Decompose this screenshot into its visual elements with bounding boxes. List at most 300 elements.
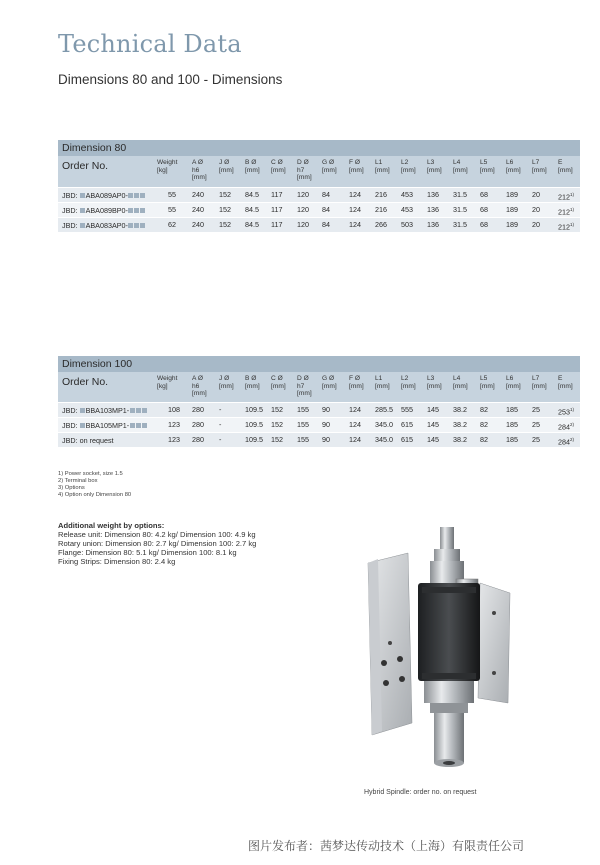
cell-value: 284 bbox=[558, 437, 570, 447]
column-header-line: h7 bbox=[297, 166, 305, 174]
cell-value: 109.5 bbox=[245, 435, 263, 444]
cell-weight bbox=[168, 406, 180, 414]
footnote: 3) Options bbox=[58, 485, 85, 491]
cell-c bbox=[271, 206, 282, 214]
column-header-line: L1 bbox=[375, 375, 383, 382]
additional-weight-heading: Additional weight by options: bbox=[58, 521, 165, 530]
additional-weight-section bbox=[58, 521, 256, 566]
column-header-line: F Ø bbox=[349, 375, 360, 382]
cell-value: - bbox=[219, 420, 222, 429]
cell-value: 155 bbox=[297, 435, 309, 444]
order-code: on request bbox=[79, 436, 114, 445]
cell-l7 bbox=[532, 421, 540, 429]
cell-b bbox=[245, 436, 263, 444]
column-header-line: L5 bbox=[480, 375, 488, 382]
cell-j bbox=[219, 221, 231, 229]
column-header-line: [mm] bbox=[480, 382, 495, 390]
column-header-a bbox=[192, 159, 207, 182]
table-heading: Dimension 100 bbox=[58, 356, 580, 372]
cell-d bbox=[297, 191, 309, 199]
cell-value: 82 bbox=[480, 435, 488, 444]
cell-c bbox=[271, 191, 282, 199]
column-header-line: [mm] bbox=[480, 166, 495, 174]
cell-value: 84 bbox=[322, 190, 330, 199]
cell-value: 280 bbox=[192, 420, 204, 429]
cell-value: 185 bbox=[506, 405, 518, 414]
order-number bbox=[62, 421, 147, 430]
cell-g bbox=[322, 221, 330, 229]
cell-value: 503 bbox=[401, 220, 413, 229]
column-header-line: A Ø bbox=[192, 159, 203, 166]
column-header-l4 bbox=[453, 159, 468, 174]
column-header-line: [mm] bbox=[349, 166, 364, 174]
order-code: BBA105MP1- bbox=[85, 421, 130, 430]
cell-value: 68 bbox=[480, 190, 488, 199]
cell-d bbox=[297, 221, 309, 229]
additional-weight-line: Release unit: Dimension 80: 4.2 kg/ Dimension 100: 4.9 kg bbox=[58, 530, 256, 539]
column-header-line: [mm] bbox=[219, 166, 234, 174]
cell-value: 240 bbox=[192, 205, 204, 214]
cell-value: 62 bbox=[168, 220, 176, 229]
column-header-e bbox=[558, 159, 573, 174]
table-heading: Dimension 80 bbox=[58, 140, 580, 156]
column-header-c bbox=[271, 159, 286, 174]
column-header-e bbox=[558, 375, 573, 390]
cell-value: 615 bbox=[401, 420, 413, 429]
table-header bbox=[58, 372, 580, 402]
photo-caption: Hybrid Spindle: order no. on request bbox=[364, 789, 477, 796]
cell-l5 bbox=[480, 436, 488, 444]
column-header-line: [mm] bbox=[427, 166, 442, 174]
column-header-weight bbox=[157, 375, 177, 390]
cell-g bbox=[322, 436, 330, 444]
cell-l1 bbox=[375, 421, 393, 429]
cell-a bbox=[192, 436, 204, 444]
column-header-line: C Ø bbox=[271, 375, 283, 382]
column-header-g bbox=[322, 159, 337, 174]
cell-value: 280 bbox=[192, 405, 204, 414]
column-header-line: C Ø bbox=[271, 159, 283, 166]
placeholder-square bbox=[80, 408, 85, 413]
column-header-l6 bbox=[506, 159, 521, 174]
cell-weight bbox=[168, 191, 176, 199]
cell-value: 124 bbox=[349, 220, 361, 229]
cell-value: 266 bbox=[375, 220, 387, 229]
column-header-line: h7 bbox=[297, 382, 305, 390]
cell-value: 117 bbox=[271, 220, 283, 229]
order-number bbox=[62, 436, 114, 445]
cell-value: 240 bbox=[192, 190, 204, 199]
cell-b bbox=[245, 206, 259, 214]
cell-f bbox=[349, 406, 361, 414]
cell-l2 bbox=[401, 221, 413, 229]
order-number-label: Order No. bbox=[62, 376, 109, 388]
hybrid-spindle-photo bbox=[360, 523, 530, 785]
cell-weight bbox=[168, 421, 180, 429]
column-header-line: E bbox=[558, 159, 563, 166]
column-header-line: [mm] bbox=[297, 390, 312, 398]
column-header-b bbox=[245, 159, 260, 174]
cell-value: 55 bbox=[168, 205, 176, 214]
cell-value: 212 bbox=[558, 192, 570, 202]
column-header-line: L6 bbox=[506, 159, 514, 166]
column-header-l1 bbox=[375, 159, 390, 174]
cell-l6 bbox=[506, 421, 518, 429]
cell-l4 bbox=[453, 421, 467, 429]
cell-l2 bbox=[401, 421, 413, 429]
cell-l7 bbox=[532, 436, 540, 444]
table-row bbox=[58, 202, 580, 217]
cell-l5 bbox=[480, 191, 488, 199]
cell-value: 31.5 bbox=[453, 190, 467, 199]
cell-value: 120 bbox=[297, 220, 309, 229]
cell-value: 285.5 bbox=[375, 405, 393, 414]
order-code: ABA089BP0- bbox=[85, 206, 128, 215]
column-header-line: L2 bbox=[401, 375, 409, 382]
cell-l5 bbox=[480, 421, 488, 429]
cell-f bbox=[349, 191, 361, 199]
cell-value: - bbox=[219, 405, 222, 414]
cell-value: 453 bbox=[401, 190, 413, 199]
cell-l6 bbox=[506, 206, 518, 214]
column-header-l3 bbox=[427, 159, 442, 174]
cell-j bbox=[219, 206, 231, 214]
cell-g bbox=[322, 406, 330, 414]
cell-value: 124 bbox=[349, 420, 361, 429]
table-row bbox=[58, 402, 580, 417]
cell-value: 117 bbox=[271, 205, 283, 214]
placeholder-square bbox=[140, 208, 145, 213]
dimension-80-table bbox=[58, 140, 580, 232]
cell-l2 bbox=[401, 206, 413, 214]
cell-value: 124 bbox=[349, 205, 361, 214]
placeholder-square bbox=[140, 223, 145, 228]
cell-l5 bbox=[480, 406, 488, 414]
cell-l3 bbox=[427, 191, 439, 199]
placeholder-square bbox=[80, 223, 85, 228]
order-prefix: JBD: bbox=[62, 421, 78, 430]
cell-value: 25 bbox=[532, 435, 540, 444]
cell-c bbox=[271, 221, 282, 229]
cell-value: 68 bbox=[480, 205, 488, 214]
placeholder-square bbox=[128, 223, 133, 228]
order-number bbox=[62, 406, 147, 415]
cell-l1 bbox=[375, 406, 393, 414]
column-header-d bbox=[297, 159, 312, 182]
additional-weight-line: Rotary union: Dimension 80: 2.7 kg/ Dimension 100: 2.7 kg bbox=[58, 539, 257, 548]
cell-value: 90 bbox=[322, 435, 330, 444]
order-prefix: JBD: bbox=[62, 221, 78, 230]
order-code: BBA103MP1- bbox=[85, 406, 130, 415]
column-header-line: [mm] bbox=[532, 166, 547, 174]
column-header-line: L4 bbox=[453, 159, 461, 166]
cell-value: 120 bbox=[297, 190, 309, 199]
placeholder-square bbox=[80, 193, 85, 198]
cell-value: 284 bbox=[558, 422, 570, 432]
column-header-line: L1 bbox=[375, 159, 383, 166]
placeholder-square bbox=[80, 423, 85, 428]
footnote-ref: 1) bbox=[570, 192, 575, 197]
column-header-line: [mm] bbox=[558, 382, 573, 390]
cell-j bbox=[219, 191, 231, 199]
column-header-a bbox=[192, 375, 207, 398]
column-header-line: [mm] bbox=[506, 166, 521, 174]
column-header-line: L7 bbox=[532, 375, 540, 382]
cell-g bbox=[322, 191, 330, 199]
cell-value: 152 bbox=[219, 190, 231, 199]
order-prefix: JBD: bbox=[62, 206, 78, 215]
cell-value: 152 bbox=[219, 220, 231, 229]
table-row bbox=[58, 187, 580, 202]
cell-e bbox=[558, 221, 574, 231]
column-header-f bbox=[349, 159, 364, 174]
footnotes bbox=[58, 471, 131, 499]
cell-g bbox=[322, 206, 330, 214]
cell-j bbox=[219, 421, 221, 429]
cell-f bbox=[349, 436, 361, 444]
cell-value: 240 bbox=[192, 220, 204, 229]
column-header-line: [mm] bbox=[192, 174, 207, 182]
cell-value: 345.0 bbox=[375, 420, 393, 429]
cell-l6 bbox=[506, 436, 518, 444]
dimension-100-table bbox=[58, 356, 580, 447]
column-header-line: [kg] bbox=[157, 382, 168, 390]
cell-l6 bbox=[506, 406, 518, 414]
footnote-ref: 2) bbox=[570, 437, 575, 442]
cell-value: 155 bbox=[297, 405, 309, 414]
cell-l5 bbox=[480, 221, 488, 229]
cell-value: 84.5 bbox=[245, 220, 259, 229]
cell-value: 25 bbox=[532, 420, 540, 429]
cell-g bbox=[322, 421, 330, 429]
cell-value: 20 bbox=[532, 190, 540, 199]
cell-e bbox=[558, 406, 574, 416]
cell-e bbox=[558, 421, 574, 431]
column-header-j bbox=[219, 375, 234, 390]
column-header-line: [mm] bbox=[453, 382, 468, 390]
column-header-line: [mm] bbox=[375, 166, 390, 174]
cell-d bbox=[297, 421, 309, 429]
column-header-c bbox=[271, 375, 286, 390]
column-header-line: L5 bbox=[480, 159, 488, 166]
table-header bbox=[58, 156, 580, 187]
cell-l1 bbox=[375, 436, 393, 444]
cell-l3 bbox=[427, 206, 439, 214]
cell-d bbox=[297, 436, 309, 444]
cell-l4 bbox=[453, 436, 467, 444]
column-header-line: L6 bbox=[506, 375, 514, 382]
cell-weight bbox=[168, 436, 180, 444]
additional-weight-line: Fixing Strips: Dimension 80: 2.4 kg bbox=[58, 557, 176, 566]
column-header-line: A Ø bbox=[192, 375, 203, 382]
column-header-line: [mm] bbox=[427, 382, 442, 390]
column-header-l4 bbox=[453, 375, 468, 390]
cell-l5 bbox=[480, 206, 488, 214]
cell-value: 615 bbox=[401, 435, 413, 444]
cell-l1 bbox=[375, 221, 387, 229]
cell-value: 68 bbox=[480, 220, 488, 229]
order-number bbox=[62, 221, 146, 230]
cell-value: 25 bbox=[532, 405, 540, 414]
cell-value: - bbox=[219, 435, 222, 444]
cell-f bbox=[349, 421, 361, 429]
cell-value: 108 bbox=[168, 405, 180, 414]
footnote-ref: 1) bbox=[570, 407, 575, 412]
placeholder-square bbox=[134, 223, 139, 228]
cell-value: 136 bbox=[427, 205, 439, 214]
column-header-line: [mm] bbox=[271, 382, 286, 390]
cell-value: 155 bbox=[297, 420, 309, 429]
cell-value: 84.5 bbox=[245, 190, 259, 199]
cell-value: 145 bbox=[427, 420, 439, 429]
cell-weight bbox=[168, 206, 176, 214]
cell-value: 117 bbox=[271, 190, 283, 199]
order-code: ABA083AP0- bbox=[85, 221, 128, 230]
placeholder-square bbox=[130, 423, 135, 428]
placeholder-square bbox=[130, 408, 135, 413]
column-header-line: J Ø bbox=[219, 375, 230, 382]
cell-l3 bbox=[427, 421, 439, 429]
cell-l3 bbox=[427, 406, 439, 414]
column-header-line: E bbox=[558, 375, 563, 382]
cell-c bbox=[271, 406, 283, 414]
cell-value: 280 bbox=[192, 435, 204, 444]
column-header-line: F Ø bbox=[349, 159, 360, 166]
column-header-line: L3 bbox=[427, 159, 435, 166]
cell-value: 90 bbox=[322, 405, 330, 414]
cell-value: 55 bbox=[168, 190, 176, 199]
cell-e bbox=[558, 206, 574, 216]
cell-l3 bbox=[427, 221, 439, 229]
cell-value: 145 bbox=[427, 435, 439, 444]
cell-value: 453 bbox=[401, 205, 413, 214]
page-subtitle: Dimensions 80 and 100 - Dimensions bbox=[58, 72, 283, 87]
cell-l6 bbox=[506, 191, 518, 199]
placeholder-square bbox=[136, 408, 141, 413]
placeholder-square bbox=[140, 193, 145, 198]
order-number-label: Order No. bbox=[62, 160, 109, 172]
column-header-line: [mm] bbox=[245, 382, 260, 390]
column-header-line: [mm] bbox=[532, 382, 547, 390]
placeholder-square bbox=[80, 208, 85, 213]
cell-l2 bbox=[401, 436, 413, 444]
column-header-line: [mm] bbox=[192, 390, 207, 398]
additional-weight-line: Flange: Dimension 80: 5.1 kg/ Dimension 100: 8.1 kg bbox=[58, 548, 237, 557]
cell-value: 31.5 bbox=[453, 220, 467, 229]
cell-b bbox=[245, 406, 263, 414]
cell-value: 90 bbox=[322, 420, 330, 429]
column-header-line: h6 bbox=[192, 166, 200, 174]
cell-value: 136 bbox=[427, 220, 439, 229]
column-header-line: h6 bbox=[192, 382, 200, 390]
cell-l1 bbox=[375, 191, 387, 199]
column-header-l3 bbox=[427, 375, 442, 390]
footnote: 2) Terminal box bbox=[58, 478, 98, 484]
cell-value: 109.5 bbox=[245, 420, 263, 429]
column-header-line: B Ø bbox=[245, 375, 257, 382]
column-header-line: [mm] bbox=[375, 382, 390, 390]
column-header-line: L4 bbox=[453, 375, 461, 382]
page-title: Technical Data bbox=[58, 30, 242, 58]
cell-b bbox=[245, 221, 259, 229]
table-row bbox=[58, 417, 580, 432]
cell-a bbox=[192, 206, 204, 214]
cell-a bbox=[192, 406, 204, 414]
column-header-l7 bbox=[532, 159, 547, 174]
cell-a bbox=[192, 221, 204, 229]
image-credit: 图片发布者：茜梦达传动技术（上海）有限责任公司 bbox=[248, 839, 525, 853]
column-header-line: [kg] bbox=[157, 166, 168, 174]
cell-value: 120 bbox=[297, 205, 309, 214]
cell-value: 152 bbox=[271, 420, 283, 429]
placeholder-square bbox=[134, 208, 139, 213]
cell-value: 84 bbox=[322, 205, 330, 214]
column-header-line: [mm] bbox=[271, 166, 286, 174]
cell-l1 bbox=[375, 206, 387, 214]
cell-b bbox=[245, 421, 263, 429]
column-header-line: [mm] bbox=[506, 382, 521, 390]
order-prefix: JBD: bbox=[62, 406, 78, 415]
column-header-l1 bbox=[375, 375, 390, 390]
cell-e bbox=[558, 191, 574, 201]
cell-value: 185 bbox=[506, 420, 518, 429]
cell-value: 31.5 bbox=[453, 205, 467, 214]
cell-j bbox=[219, 436, 221, 444]
column-header-line: G Ø bbox=[322, 159, 335, 166]
cell-d bbox=[297, 206, 309, 214]
cell-d bbox=[297, 406, 309, 414]
cell-weight bbox=[168, 221, 176, 229]
placeholder-square bbox=[136, 423, 141, 428]
cell-value: 109.5 bbox=[245, 405, 263, 414]
cell-l4 bbox=[453, 191, 467, 199]
cell-l2 bbox=[401, 191, 413, 199]
cell-value: 124 bbox=[349, 405, 361, 414]
cell-value: 152 bbox=[219, 205, 231, 214]
cell-e bbox=[558, 436, 574, 446]
cell-l3 bbox=[427, 436, 439, 444]
placeholder-square bbox=[142, 408, 147, 413]
cell-value: 84 bbox=[322, 220, 330, 229]
footnote-ref: 1) bbox=[570, 207, 575, 212]
column-header-line: [mm] bbox=[349, 382, 364, 390]
cell-l2 bbox=[401, 406, 413, 414]
column-header-line: Weight bbox=[157, 375, 178, 382]
cell-l4 bbox=[453, 206, 467, 214]
column-header-l5 bbox=[480, 375, 495, 390]
column-header-line: J Ø bbox=[219, 159, 230, 166]
cell-l7 bbox=[532, 191, 540, 199]
footnote-ref: 2) bbox=[570, 422, 575, 427]
column-header-line: L3 bbox=[427, 375, 435, 382]
order-code: ABA089AP0- bbox=[85, 191, 128, 200]
cell-value: 152 bbox=[271, 405, 283, 414]
cell-value: 82 bbox=[480, 420, 488, 429]
cell-value: 152 bbox=[271, 435, 283, 444]
cell-value: 123 bbox=[168, 435, 180, 444]
column-header-line: [mm] bbox=[297, 174, 312, 182]
cell-l7 bbox=[532, 206, 540, 214]
column-header-f bbox=[349, 375, 364, 390]
cell-a bbox=[192, 191, 204, 199]
order-prefix: JBD: bbox=[62, 436, 78, 445]
cell-value: 189 bbox=[506, 220, 518, 229]
column-header-line: B Ø bbox=[245, 159, 257, 166]
cell-l6 bbox=[506, 221, 518, 229]
cell-f bbox=[349, 206, 361, 214]
column-header-line: [mm] bbox=[401, 166, 416, 174]
cell-value: 84.5 bbox=[245, 205, 259, 214]
